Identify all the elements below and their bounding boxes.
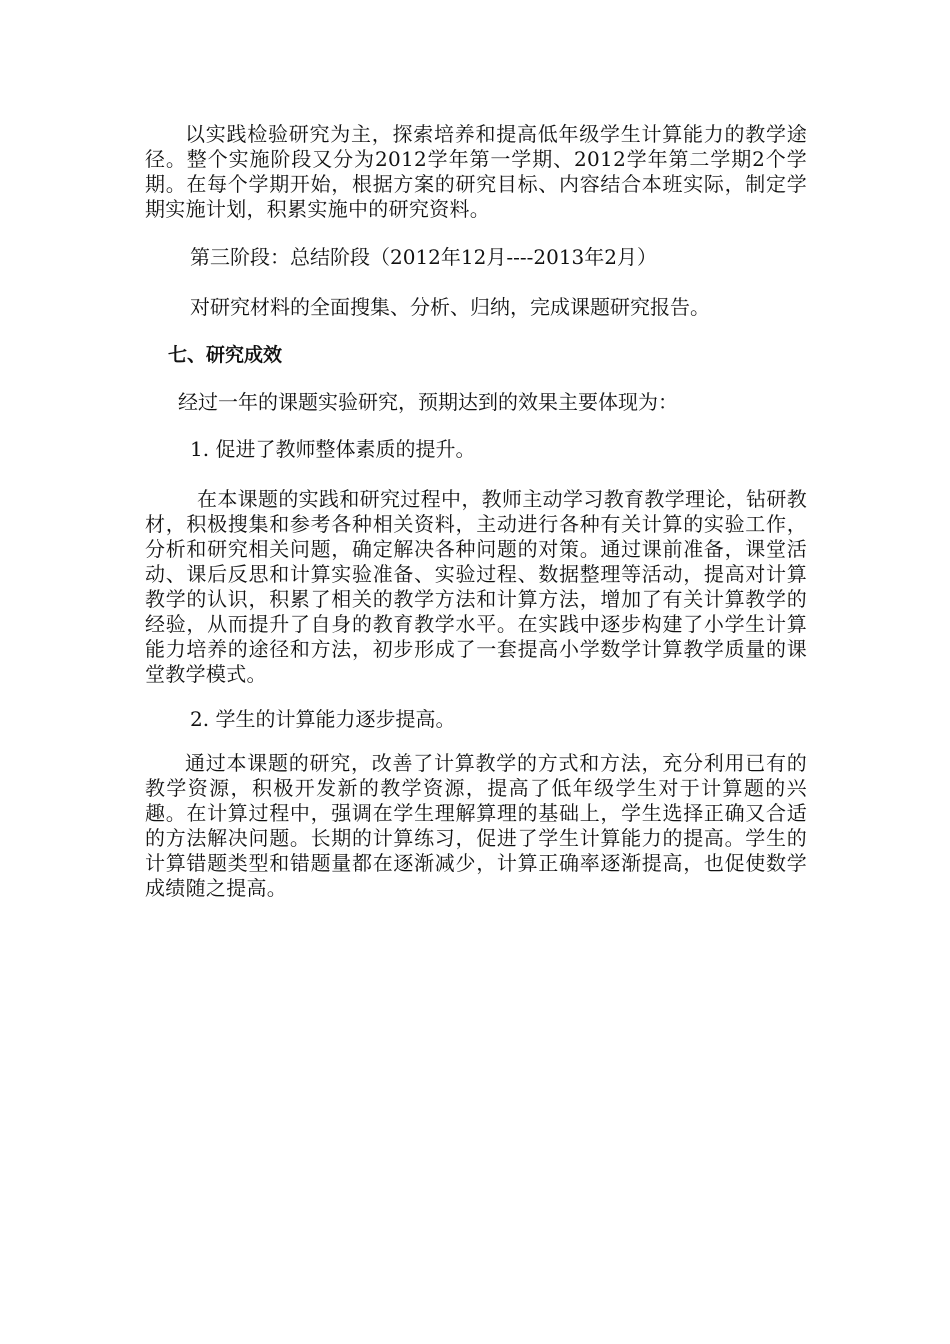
stage3-description: 对研究材料的全面搜集、分析、归纳，完成课题研究报告。 [190, 295, 710, 319]
paragraph-implementation: 以实践检验研究为主，探索培养和提高低年级学生计算能力的教学途径。整个实施阶段又分为2012学年第一学期、2012学年第二学期2个学期。在每个学期开始，根据方案的研究目标、内容结合本班实际，制定学期实施计划，积累实施中的研究资料。 [145, 122, 807, 221]
item1-title: 1. 促进了教师整体素质的提升。 [190, 437, 476, 461]
section7-heading: 七、研究成效 [168, 344, 283, 366]
item2-title: 2. 学生的计算能力逐步提高。 [190, 707, 456, 731]
intro-line: 经过一年的课题实验研究，预期达到的效果主要体现为： [178, 390, 678, 414]
stage3-title: 第三阶段：总结阶段（2012年12月----2013年2月） [190, 245, 658, 269]
item1-body: 在本课题的实践和研究过程中，教师主动学习教育教学理论，钻研教材，积极搜集和参考各种相关资料，主动进行各种有关计算的实验工作，分析和研究相关问题，确定解决各种问题的对策。通过课前准备，课堂活动、课后反思和计算实验准备、实验过程、数据整理等活动，提高对计算教学的认识，积累了相关的教学方法和计算方法，增加了有关计算教学的经验，从而提升了自身的教育教学水平。在实践中逐步构建了小学生计算能力培养的途径和方法，初步形成了一套提高小学数学计算教学质量的课堂教学模式。 [145, 487, 807, 686]
item2-body: 通过本课题的研究，改善了计算教学的方式和方法，充分利用已有的教学资源，积极开发新的教学资源，提高了低年级学生对于计算题的兴趣。在计算过程中，强调在学生理解算理的基础上，学生选择正确又合适的方法解决问题。长期的计算练习，促进了学生计算能力的提高。学生的计算错题类型和错题量都在逐渐减少，计算正确率逐渐提高，也促使数学成绩随之提高。 [145, 751, 807, 900]
